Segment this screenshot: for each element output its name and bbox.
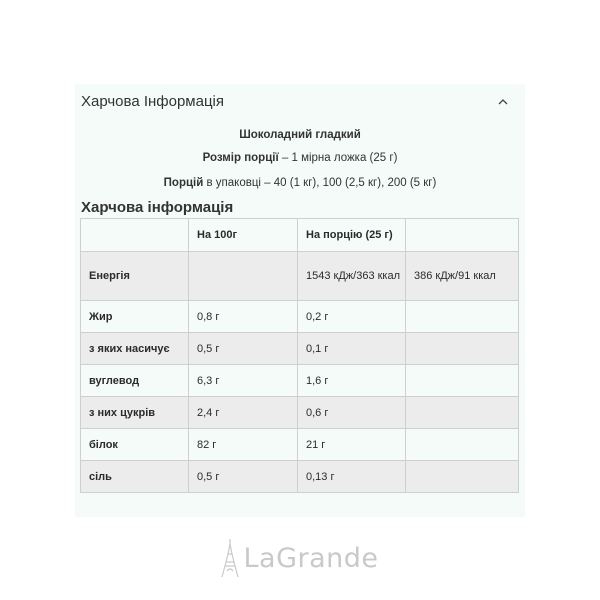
servings-label: Порцій	[163, 177, 204, 189]
table-cell: 0,6 г	[298, 397, 406, 429]
table-cell: 0,5 г	[189, 333, 298, 365]
table-cell-label: з яких насичує	[81, 333, 189, 365]
table-cell: 0,1 г	[298, 333, 406, 365]
table-row	[81, 333, 519, 365]
table-header-cell	[81, 219, 189, 252]
nutrition-section-title: Харчова інформація	[81, 199, 234, 216]
serving-size-value: – 1 мірна ложка (25 г)	[278, 152, 398, 164]
table-cell	[406, 365, 519, 397]
table-row	[81, 252, 519, 301]
chevron-up-icon[interactable]	[496, 94, 510, 108]
table-header-row	[81, 219, 519, 252]
nutrition-panel	[75, 84, 525, 517]
table-row	[81, 461, 519, 493]
table-cell-label: білок	[81, 429, 189, 461]
table-cell: 0,2 г	[298, 301, 406, 333]
table-cell-label: з них цукрів	[81, 397, 189, 429]
table-row	[81, 429, 519, 461]
table-cell	[406, 301, 519, 333]
table-cell-label: вуглевод	[81, 365, 189, 397]
table-row	[81, 397, 519, 429]
table-cell-label: Жир	[81, 301, 189, 333]
table-cell: 386 кДж/91 ккал	[406, 252, 519, 301]
table-cell: 82 г	[189, 429, 298, 461]
table-cell	[406, 397, 519, 429]
table-cell: 0,8 г	[189, 301, 298, 333]
table-header-cell	[406, 219, 519, 252]
table-cell: 6,3 г	[189, 365, 298, 397]
watermark-text: LaGrande	[243, 542, 379, 574]
table-cell: 21 г	[298, 429, 406, 461]
table-header-cell: На 100г	[189, 219, 298, 252]
table-cell: 0,13 г	[298, 461, 406, 493]
table-header-cell: На порцію (25 г)	[298, 219, 406, 252]
table-cell-label: сіль	[81, 461, 189, 493]
product-flavor: Шоколадний гладкий	[239, 129, 361, 141]
watermark	[0, 536, 600, 580]
table-cell	[189, 252, 298, 301]
table-cell	[406, 333, 519, 365]
nutrition-table	[80, 218, 519, 493]
servings-value: в упаковці – 40 (1 кг), 100 (2,5 кг), 200 (5 кг)	[203, 177, 437, 189]
serving-size	[75, 152, 525, 164]
table-cell: 0,5 г	[189, 461, 298, 493]
table-cell: 1,6 г	[298, 365, 406, 397]
table-cell-label: Енергія	[81, 252, 189, 301]
table-cell	[406, 429, 519, 461]
table-cell: 1543 кДж/363 ккал	[298, 252, 406, 301]
servings-per-pack	[75, 177, 525, 189]
table-cell: 2,4 г	[189, 397, 298, 429]
table-row	[81, 301, 519, 333]
eiffel-tower-icon	[221, 538, 239, 578]
table-row	[81, 365, 519, 397]
accordion-header[interactable]	[75, 84, 525, 119]
table-cell	[406, 461, 519, 493]
serving-size-label: Розмір порції	[202, 152, 279, 164]
accordion-title: Харчова Інформація	[81, 93, 225, 110]
